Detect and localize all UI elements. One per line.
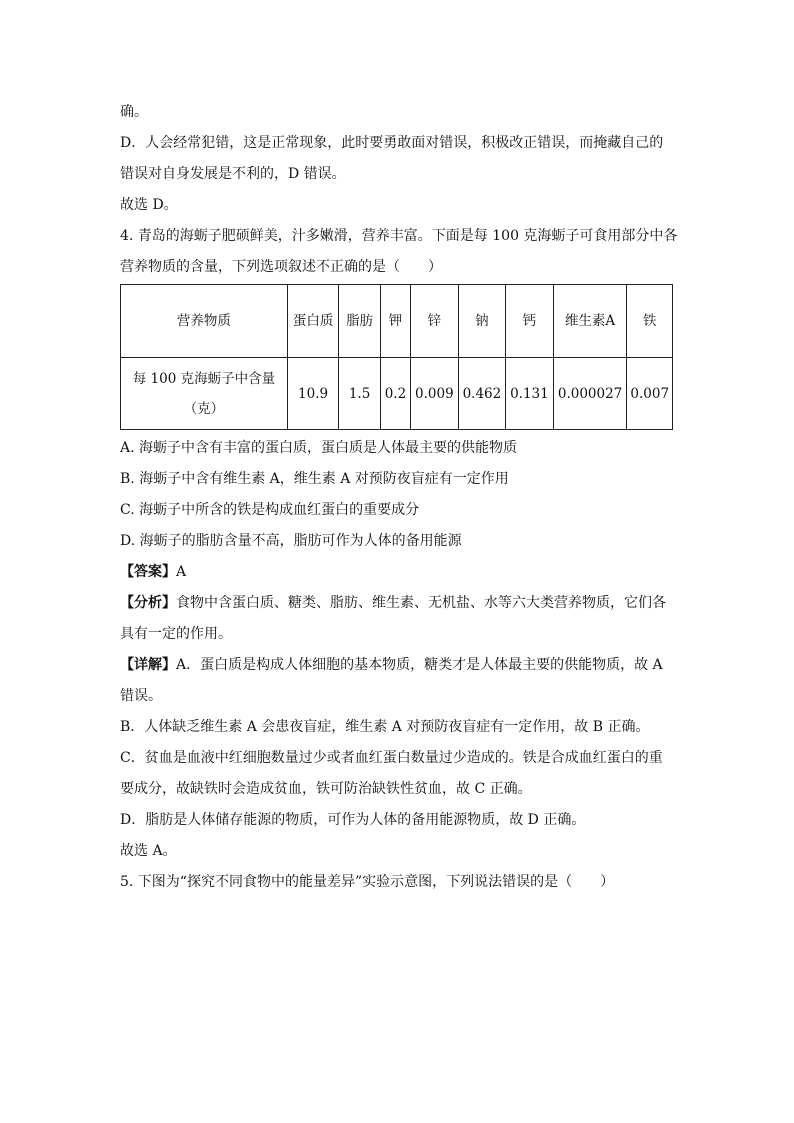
answer-label: 【答案】 <box>120 564 176 580</box>
detail-text-a: A．蛋白质是构成人体细胞的基本物质，糖类才是人体最主要的供能物质，故 A <box>176 657 663 673</box>
analysis-line-2: 具有一定的作用。 <box>120 626 232 642</box>
option-d: D. 海蛎子的脂肪含量不高，脂肪可作为人体的备用能源 <box>120 533 462 549</box>
value-fat: 1.5 <box>339 358 380 430</box>
detail-c-line-2: 要成分，故缺铁时会造成贫血，铁可防治缺铁性贫血，故 C 正确。 <box>120 781 532 797</box>
analysis-text: 食物中含蛋白质、糖类、脂肪、维生素、无机盐、水等六大类营养物质，它们各 <box>176 595 666 611</box>
header-nutrient: 营养物质 <box>121 285 288 358</box>
detail-d: D．脂肪是人体储存能源的物质，可作为人体的备用能源物质，故 D 正确。 <box>120 812 586 828</box>
q5-stem: 5. 下图为“探究不同食物中的能量差异”实验示意图，下列说法错误的是（ ） <box>120 874 615 890</box>
header-calcium: 钙 <box>506 285 554 358</box>
intro-line-1: 确。 <box>120 104 148 120</box>
value-potassium: 0.2 <box>380 358 410 430</box>
detail-label: 【详解】 <box>120 657 176 673</box>
option-a: A. 海蛎子中含有丰富的蛋白质，蛋白质是人体最主要的供能物质 <box>120 440 518 456</box>
intro-line-3: 错误对自身发展是不利的，D 错误。 <box>120 166 346 182</box>
value-iron: 0.007 <box>627 358 673 430</box>
header-vitamin-a: 维生素A <box>553 285 627 358</box>
answer-value: A <box>176 564 187 580</box>
q4-conclusion: 故选 A。 <box>120 843 177 859</box>
header-sodium: 钠 <box>458 285 506 358</box>
q4-stem-line-2: 营养物质的含量，下列选项叙述不正确的是（ ） <box>120 259 442 275</box>
header-protein: 蛋白质 <box>287 285 339 358</box>
value-sodium: 0.462 <box>458 358 506 430</box>
value-vitamin-a: 0.000027 <box>553 358 627 430</box>
row-label: 每 100 克海蛎子中含量（克） <box>121 358 288 430</box>
header-iron: 铁 <box>627 285 673 358</box>
header-zinc: 锌 <box>411 285 459 358</box>
detail-b: B．人体缺乏维生素 A 会患夜盲症，维生素 A 对预防夜盲症有一定作用，故 B 正确。 <box>120 719 650 735</box>
table-row <box>121 358 673 430</box>
detail-line-2: 错误。 <box>120 688 162 704</box>
value-protein: 10.9 <box>287 358 339 430</box>
header-potassium: 钾 <box>380 285 410 358</box>
header-fat: 脂肪 <box>339 285 380 358</box>
detail-c-line-1: C．贫血是血液中红细胞数量过少或者血红蛋白数量过少造成的。铁是合成血红蛋白的重 <box>120 750 663 766</box>
analysis-line-1 <box>120 593 680 613</box>
q4-stem-line-1: 4. 青岛的海蛎子肥硕鲜美，汁多嫩滑，营养丰富。下面是每 100 克海蛎子可食用部分中各 <box>120 228 678 244</box>
answer-line <box>120 562 680 582</box>
option-b: B. 海蛎子中含有维生素 A，维生素 A 对预防夜盲症有一定作用 <box>120 471 509 487</box>
intro-conclusion: 故选 D。 <box>120 197 178 213</box>
intro-line-2: D．人会经常犯错，这是正常现象，此时要勇敢面对错误，积极改正错误，而掩藏自己的 <box>120 135 664 151</box>
table-header-row <box>121 285 673 358</box>
value-calcium: 0.131 <box>506 358 554 430</box>
nutrition-table <box>120 284 673 430</box>
option-c: C. 海蛎子中所含的铁是构成血红蛋白的重要成分 <box>120 502 420 518</box>
detail-line-1 <box>120 655 680 675</box>
analysis-label: 【分析】 <box>120 595 176 611</box>
value-zinc: 0.009 <box>411 358 459 430</box>
